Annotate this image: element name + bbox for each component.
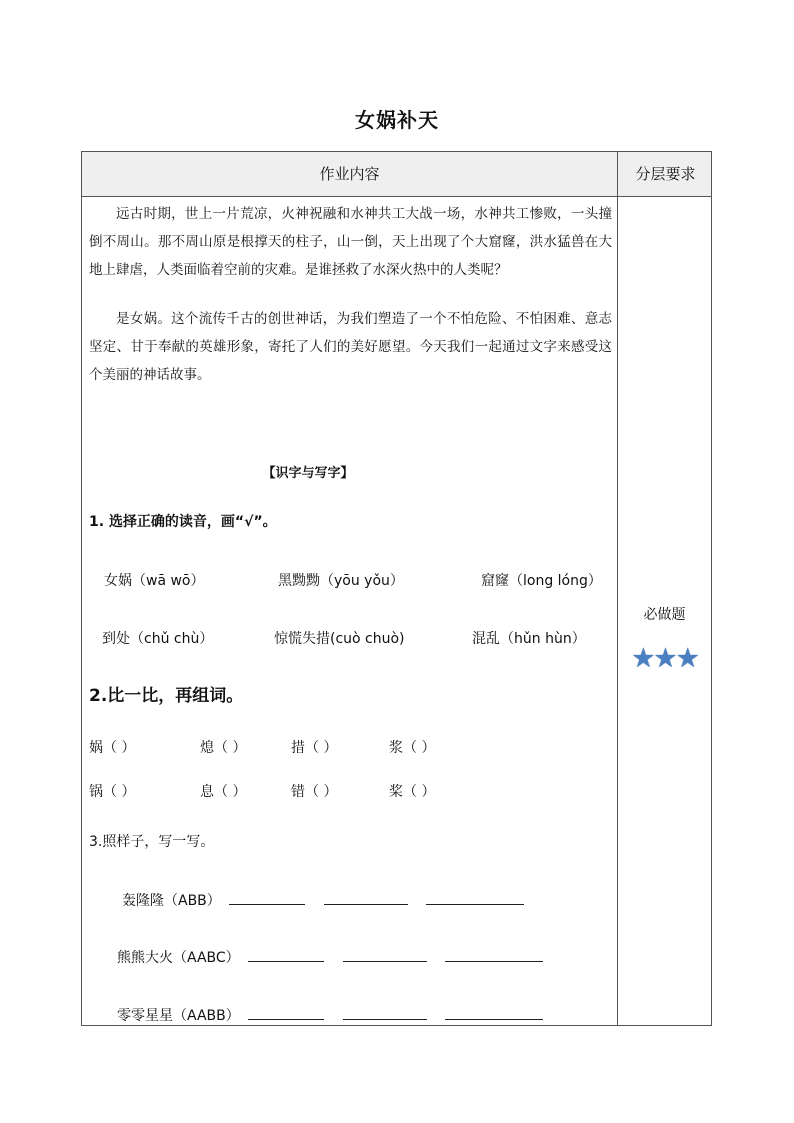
answer-blank[interactable] — [248, 947, 324, 962]
word-item: 锅（ ） — [89, 784, 136, 800]
intro-paragraph-1: 远古时期，世上一片荒凉，火神祝融和水神共工大战一场，水神共工惨败，一头撞倒不周山。那不周山原是根撑天的柱子，山一倒，天上出现了个大窟窿，洪水猛兽在大地上肆虐，人类面临着空前的灾难。是谁拯救了水深火热中的人类呢？ — [89, 206, 612, 278]
pinyin-item: 女娲（wā wō） — [104, 573, 205, 589]
answer-blank[interactable] — [343, 947, 427, 962]
pattern-row — [122, 890, 524, 910]
section-title: 【识字与写字】 — [262, 466, 354, 481]
answer-blank[interactable] — [229, 890, 305, 905]
answer-blank[interactable] — [445, 947, 543, 962]
question-2-title: 2.比一比，再组词。 — [89, 686, 244, 706]
answer-blank[interactable] — [445, 1005, 543, 1020]
word-item: 措（ ） — [291, 740, 338, 756]
pinyin-item: 窟窿（long lóng） — [481, 573, 602, 589]
question-3-title: 3.照样子，写一写。 — [89, 834, 215, 850]
answer-blank[interactable] — [343, 1005, 427, 1020]
pattern-row — [117, 947, 543, 967]
header-requirement: 分层要求 — [635, 165, 696, 183]
pinyin-item: 到处（chǔ chù） — [102, 631, 214, 647]
answer-blank[interactable] — [248, 1005, 324, 1020]
column-divider — [617, 152, 618, 1025]
pattern-label: 零零星星（AABB） — [117, 1008, 240, 1024]
word-item: 息（ ） — [200, 784, 247, 800]
word-item: 错（ ） — [291, 784, 338, 800]
word-item: 桨（ ） — [389, 784, 436, 800]
word-item: 娲（ ） — [89, 740, 136, 756]
star-rating-icon: ★★★ — [631, 643, 698, 674]
pinyin-item: 惊慌失措(cuò chuò) — [274, 631, 405, 647]
pattern-label: 熊熊大火（AABC） — [117, 950, 240, 966]
pattern-label: 轰隆隆（ABB） — [122, 893, 221, 909]
word-item: 熄（ ） — [200, 740, 247, 756]
requirement-label: 必做题 — [643, 607, 686, 623]
answer-blank[interactable] — [426, 890, 524, 905]
question-1-title: 1. 选择正确的读音，画“√”。 — [89, 514, 277, 530]
intro-paragraph-2: 是女娲。这个流传千古的创世神话，为我们塑造了一个不怕危险、不怕困难、意志坚定、甘于奉献的英雄形象，寄托了人们的美好愿望。今天我们一起通过文字来感受这个美丽的神话故事。 — [89, 311, 612, 383]
page-title: 女娲补天 — [355, 108, 439, 132]
pinyin-item: 混乱（hǔn hùn） — [472, 631, 586, 647]
word-item: 浆（ ） — [389, 740, 436, 756]
pinyin-item: 黑黝黝（yōu yǒu） — [278, 573, 404, 589]
header-content: 作业内容 — [319, 165, 380, 183]
answer-blank[interactable] — [324, 890, 408, 905]
pattern-row — [117, 1005, 543, 1025]
